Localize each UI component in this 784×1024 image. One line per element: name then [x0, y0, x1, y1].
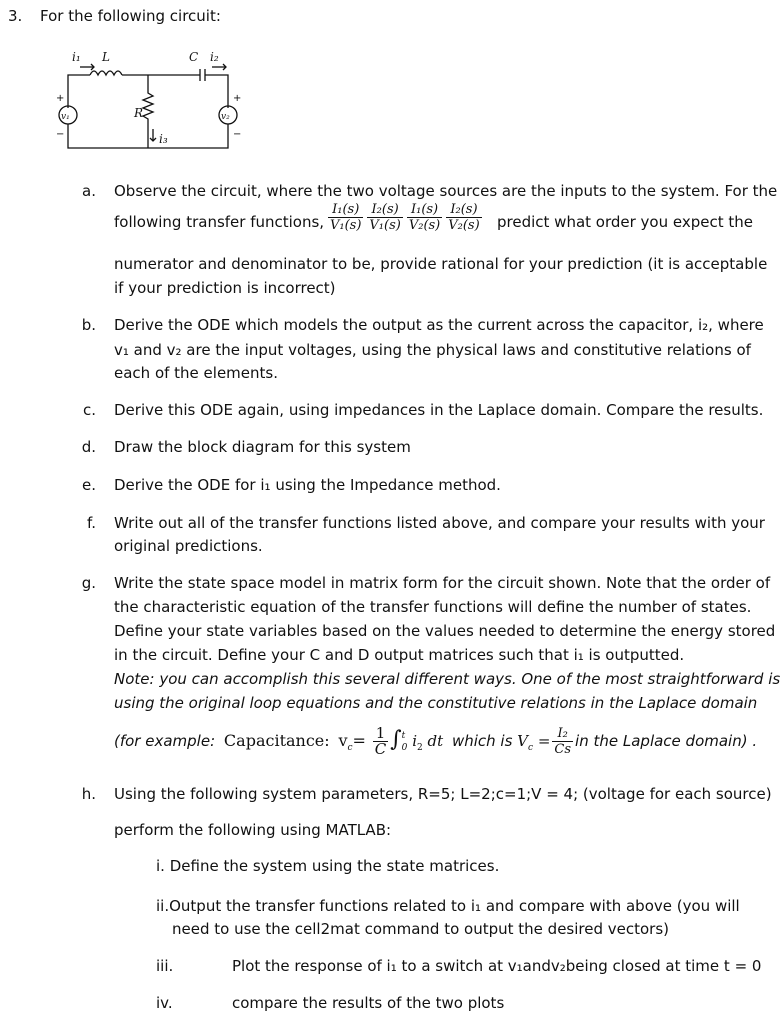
- part-g-line4: in the circuit. Define your C and D output matrices such that i₁ is outputted.: [114, 646, 685, 664]
- question-number: 3.: [8, 7, 23, 25]
- part-h-sub-iii-label: iii.: [156, 957, 174, 975]
- part-g-note1: Note: you can accomplish this several different ways. One of the most straightforward is: [114, 670, 781, 688]
- part-a-line1: Observe the circuit, where the two voltage sources are the inputs to the system. For the: [114, 182, 778, 200]
- part-b-label: b.: [81, 316, 96, 334]
- tf-3: $\frac{\text{I₁(s)}}{\text{V₂(s)}}$: [408, 202, 441, 233]
- label-v1: v₁: [61, 112, 70, 122]
- part-a-label: a.: [82, 182, 96, 200]
- plus-v2: +: [233, 93, 242, 104]
- part-h-line1: Using the following system parameters, R=5; L=2;c=1;V = 4; (voltage for each source): [114, 785, 772, 803]
- label-i2: i₂: [210, 50, 219, 64]
- wire-top-left: [68, 75, 90, 108]
- label-L: L: [102, 50, 110, 64]
- part-g-line2: the characteristic equation of the transfer functions will define the number of states.: [114, 598, 752, 616]
- label-v2: v₂: [221, 112, 230, 122]
- tf-2: $\frac{\text{I₂(s)}}{\text{V₁(s)}}$: [369, 202, 401, 233]
- label-R: R: [134, 106, 144, 120]
- part-c-line1: Derive this ODE again, using impedances in the Laplace domain. Compare the results.: [114, 401, 764, 419]
- part-b-line3: each of the elements.: [114, 364, 278, 382]
- part-f-label: f.: [87, 514, 96, 532]
- label-i3: i₃: [159, 132, 168, 146]
- part-d-line1: Draw the block diagram for this system: [114, 438, 411, 456]
- part-a-line2b: predict what order you expect the: [497, 213, 753, 231]
- part-b-line2: v₁ and v₂ are the input voltages, using the physical laws and constitutive relations of: [114, 341, 751, 359]
- capacitance-example: (for example: Capacitance: $v_c=$ $\frac{1}{C}$ ∫ t 0 $i_2$ dt which is $V_c$ = $\frac{\text{I₂}}{Cs}$ in the Laplace domain) .: [114, 724, 758, 758]
- part-a-line2a: following transfer functions,: [114, 213, 325, 231]
- resistor: [143, 75, 153, 148]
- part-h-sub-ii-cont: need to use the cell2mat command to output the desired vectors): [172, 920, 670, 938]
- part-f-line1: Write out all of the transfer functions listed above, and compare your results with your: [114, 514, 765, 532]
- part-h-sub-iv-label: iv.: [156, 994, 173, 1012]
- part-b-line1: Derive the ODE which models the output as the current across the capacitor, i₂, where: [114, 316, 764, 334]
- part-a-line4: if your prediction is incorrect): [114, 279, 336, 297]
- minus-v1: −: [56, 129, 65, 140]
- part-h-label: h.: [81, 785, 96, 803]
- tf-4: $\frac{\text{I₂(s)}}{\text{V₂(s)}}$: [448, 202, 480, 233]
- part-g-note2: using the original loop equations and the constitutive relations in the Laplace domain: [114, 694, 758, 712]
- minus-v2: −: [233, 129, 242, 140]
- part-d-label: d.: [81, 438, 96, 456]
- tf-1: $\frac{\text{I₁(s)}}{\text{V₁(s)}}$: [330, 202, 362, 233]
- inductor: [90, 71, 122, 75]
- part-h-sub-iv-text: compare the results of the two plots: [232, 994, 505, 1012]
- part-e-label: e.: [82, 476, 96, 494]
- part-g-label: g.: [81, 574, 96, 592]
- part-g-line1: Write the state space model in matrix form for the circuit shown. Note that the order of: [114, 574, 771, 592]
- part-f-line2: original predictions.: [114, 537, 263, 555]
- wire-top-right: [205, 75, 228, 108]
- part-a-line3: numerator and denominator to be, provide rational for your prediction (it is acceptable: [114, 255, 768, 273]
- transfer-function-list: [326, 202, 484, 233]
- label-i1: i₁: [72, 50, 81, 64]
- label-C: C: [189, 50, 199, 64]
- part-h-sub-i: i. Define the system using the state matrices.: [156, 857, 500, 875]
- part-c-label: c.: [82, 401, 96, 419]
- part-h-sub-iii-text: Plot the response of i₁ to a switch at v₁andv₂being closed at time t = 0: [232, 957, 762, 975]
- part-g-line3: Define your state variables based on the values needed to determine the energy stored: [114, 622, 776, 640]
- circuit-diagram: [50, 45, 260, 165]
- question-title: For the following circuit:: [40, 7, 221, 25]
- part-e-line1: Derive the ODE for i₁ using the Impedance method.: [114, 476, 501, 494]
- part-h-sub-ii: ii.Output the transfer functions related to i₁ and compare with above (you will: [156, 897, 740, 915]
- plus-v1: +: [56, 93, 65, 104]
- part-h-line2: perform the following using MATLAB:: [114, 821, 392, 839]
